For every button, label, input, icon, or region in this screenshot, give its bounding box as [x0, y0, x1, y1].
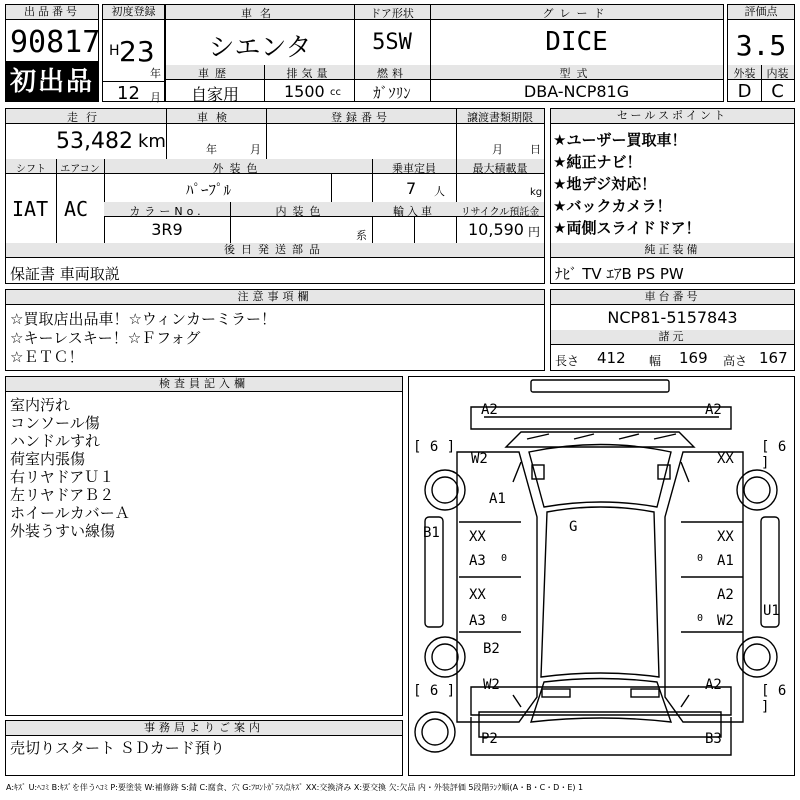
first-registration-box — [102, 4, 165, 102]
chassis-label: 車台番号 — [551, 290, 794, 305]
lot-number: 90817 — [10, 25, 101, 60]
car-diagram — [408, 376, 795, 776]
inspector-box — [5, 376, 403, 716]
mark-xx-fl-door: XX — [469, 529, 486, 545]
car-outline — [409, 377, 794, 775]
inspector-note-3: ハンドルすれ — [10, 432, 101, 450]
mark-w2-front-left: W2 — [471, 451, 488, 467]
insp-month-unit: 月 — [250, 143, 261, 156]
transfer-day-unit: 日 — [530, 143, 541, 156]
recycle-unit: 円 — [528, 225, 541, 239]
displacement-unit: cc — [330, 87, 341, 98]
mileage-label: 走行 — [67, 111, 105, 124]
sales-point-2: ★純正ナビ！ — [553, 153, 642, 171]
car-name-label: 車名 — [241, 7, 279, 20]
transfer-label: 譲渡書類期限 — [467, 111, 533, 124]
insp-year-unit: 年 — [206, 143, 217, 156]
office-box — [5, 720, 403, 776]
model-label: 型式 — [559, 67, 594, 80]
inspection-label: 車検 — [197, 111, 235, 124]
width: 169 — [679, 349, 708, 367]
door-type-label: ドア形状 — [370, 7, 414, 20]
ext-color: ﾊﾟｰﾌﾟﾙ — [186, 181, 232, 199]
tire-front-right: [ 6 ] — [761, 439, 787, 471]
inspector-note-5: 右リヤドアＵ１ — [10, 468, 115, 486]
mark-a3-rl-door: A3 — [469, 613, 486, 629]
month-unit: 月 — [150, 91, 161, 104]
office-text: 売切りスタート ＳＤカード預り — [10, 739, 225, 757]
sales-points-box — [550, 108, 795, 284]
mark-a1-hood-left: A1 — [489, 491, 506, 507]
mark-a3-fl-door: A3 — [469, 553, 486, 569]
sales-point-4: ★バックカメラ！ — [553, 197, 672, 215]
sales-point-3: ★地デジ対応！ — [553, 175, 657, 193]
mark-w2-rear-left: W2 — [483, 677, 500, 693]
inspector-note-2: コンソール傷 — [10, 414, 100, 432]
interior-label: 内装 — [766, 67, 789, 80]
inspector-note-1: 室内汚れ — [10, 396, 71, 414]
genuine-equipment: ﾅﾋﾞ TV ｴｱB PS PW — [555, 265, 684, 283]
office-label: 事務局よりご案内 — [6, 721, 402, 736]
reg-year: 23 — [119, 35, 155, 68]
mark-p2-rear-bumper: P2 — [481, 731, 498, 747]
grade: DICE — [545, 27, 608, 57]
import-label: 輸入車 — [393, 205, 435, 218]
door-type: 5SW — [372, 30, 412, 55]
model: DBA-NCP81G — [523, 82, 630, 101]
history-label: 車歴 — [198, 67, 232, 80]
score: 3.5 — [735, 29, 787, 62]
caution-line-1: ☆買取店出品車！☆ウィンカーミラー！ — [10, 310, 276, 328]
year-unit: 年 — [150, 67, 161, 80]
reg-no-label: 登録番号 — [331, 111, 391, 124]
mark-b1-left-side: B1 — [423, 525, 440, 541]
capacity-unit: 人 — [434, 185, 445, 198]
mark-a2-front-left: A2 — [481, 402, 498, 418]
zero-fr-door: 0 — [697, 553, 704, 564]
mark-w2-rr-door: W2 — [717, 613, 734, 629]
interior-grade: C — [771, 81, 784, 102]
mark-g-roof: G — [569, 519, 578, 535]
capacity-label: 乗車定員 — [392, 162, 436, 175]
genuine-label: 純正装備 — [551, 243, 794, 258]
sales-points-label: セールスポイント — [551, 109, 794, 124]
later-parts: 保証書 車両取説 — [10, 265, 120, 283]
exterior-label: 外装 — [733, 67, 756, 80]
chassis-box — [550, 289, 795, 371]
height: 167 — [759, 349, 788, 367]
displacement-label: 排気量 — [286, 67, 332, 80]
mark-u1-right-side: U1 — [763, 603, 780, 619]
caution-box — [5, 289, 545, 371]
recycle-label: リサイクル預託金 — [460, 207, 540, 218]
tire-rear-right: [ 6 ] — [761, 683, 787, 715]
zero-fl-door: 0 — [501, 553, 508, 564]
mark-a1-fr-door: A1 — [717, 553, 734, 569]
inspector-note-8: 外装うすい線傷 — [10, 522, 116, 540]
score-box — [727, 4, 795, 102]
fuel: ｶﾞｿﾘﾝ — [373, 84, 411, 102]
inspector-note-6: 左リヤドアＢ２ — [10, 486, 115, 504]
mileage: 53,482 — [56, 129, 133, 154]
mark-b3-rear-bumper: B3 — [705, 731, 722, 747]
transfer-month-unit: 月 — [492, 143, 503, 156]
exterior-grade: D — [737, 81, 752, 102]
int-color-suffix: 系 — [356, 229, 367, 242]
grade-label: グレード — [542, 7, 611, 20]
ac-label: エアコン — [60, 164, 100, 175]
era: H — [109, 43, 120, 59]
mark-xx-fr-door: XX — [717, 529, 734, 545]
lot-number-label: 出品番号 — [6, 5, 98, 20]
history: 自家用 — [190, 85, 239, 104]
length-label: 長さ — [555, 354, 580, 368]
displacement: 1500 — [284, 82, 325, 101]
chassis-number: NCP81-5157843 — [607, 308, 738, 327]
legend-footer: A:ｷｽﾞ U:ﾍｺﾐ B:ｷｽﾞを伴うﾍｺﾐ P:要塗装 W:補修跡 S:錆 C:腐食、穴 G:ﾌﾛﾝﾄｶﾞﾗｽ点ｷｽﾞ XX:交換済み X:要交換 欠:欠品 内・外装評価 5段階ﾗﾝｸ順(A・B・C・D・E) 1 — [6, 783, 584, 792]
zero-rr-door: 0 — [697, 613, 704, 624]
mark-a2-rear-right: A2 — [705, 677, 722, 693]
color-no: 3R9 — [151, 220, 183, 239]
sales-point-1: ★ユーザー買取車！ — [553, 131, 687, 149]
recycle: 10,590 — [468, 220, 524, 239]
length: 412 — [597, 349, 626, 367]
int-color-label: 内装色 — [275, 205, 327, 218]
caution-line-2: ☆キーレスキー！☆Ｆフォグ — [10, 329, 201, 347]
mark-a2-front-right: A2 — [705, 402, 722, 418]
shift-label: シフト — [16, 164, 46, 175]
mark-a2-rr-door: A2 — [717, 587, 734, 603]
reg-month: 12 — [117, 83, 140, 104]
first-registration-label: 初度登録 — [103, 5, 164, 20]
sales-point-5: ★両側スライドドア！ — [553, 219, 701, 237]
caution-line-3: ☆ＥＴＣ！ — [10, 348, 84, 366]
mark-xx-front-right: XX — [717, 451, 734, 467]
score-label: 評価点 — [728, 5, 794, 20]
max-load-label: 最大積載量 — [472, 162, 528, 175]
later-parts-label: 後日発送部品 — [6, 243, 544, 258]
inspector-label: 検査員記入欄 — [6, 377, 402, 392]
mark-xx-rl-door: XX — [469, 587, 486, 603]
max-load-unit: kg — [530, 187, 543, 198]
width-label: 幅 — [649, 354, 662, 368]
mileage-unit: km — [138, 131, 166, 152]
dims-label: 諸元 — [551, 330, 794, 345]
fuel-label: 燃料 — [377, 67, 407, 80]
zero-rl-door: 0 — [501, 613, 508, 624]
caution-label: 注意事項欄 — [6, 290, 544, 305]
capacity: 7 — [406, 179, 417, 198]
tire-rear-left: [ 6 ] — [413, 683, 456, 699]
inspector-note-4: 荷室内張傷 — [10, 450, 86, 468]
color-no-label: カラーNo. — [129, 205, 205, 218]
mark-b2-rear-left: B2 — [483, 641, 500, 657]
ext-color-label: 外装色 — [212, 162, 264, 175]
height-label: 高さ — [723, 354, 748, 368]
inspector-note-7: ホイールカバーＡ — [10, 504, 130, 522]
details-box — [5, 108, 545, 284]
vehicle-info-box — [165, 4, 724, 102]
shift: IAT — [12, 197, 49, 221]
tire-front-left: [ 6 ] — [413, 439, 456, 455]
first-listing-badge: 初出品 — [5, 62, 99, 102]
lot-number-box — [5, 4, 99, 62]
car-name: シエンタ — [208, 33, 312, 63]
ac: AC — [64, 197, 89, 221]
